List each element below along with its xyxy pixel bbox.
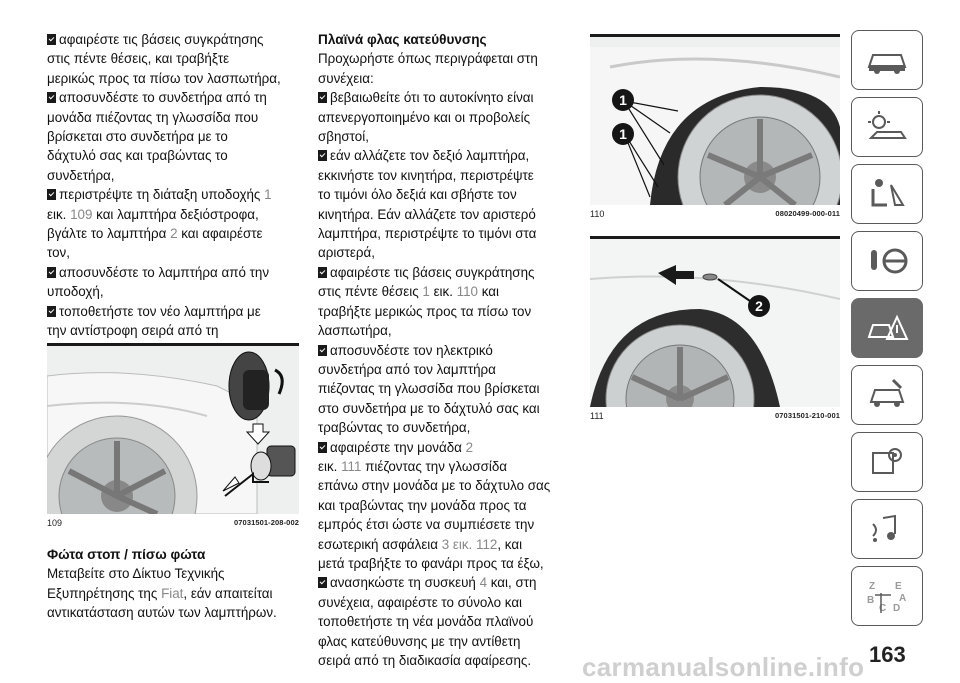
figure-111 <box>590 236 840 421</box>
reference-number: 2 <box>465 439 474 455</box>
figure-image <box>590 37 840 205</box>
text-line: την αντίστροφη σειρά από τη <box>47 323 219 339</box>
checkbox-icon <box>318 92 327 103</box>
text-line: επάνω στην μονάδα με το δάχτυλο σας <box>318 478 551 494</box>
callout-badge: 1 <box>612 123 634 145</box>
figure-reference[interactable]: 110 <box>456 284 479 300</box>
figure-caption <box>47 518 299 528</box>
step-item: αφαιρέστε τις βάσεις συγκράτησης <box>318 263 574 282</box>
text-line: πιέζοντας τη γλωσσίδα που βρίσκεται <box>318 381 540 397</box>
step-item: ανασηκώστε τη συσκευή 4 και, στη <box>318 573 574 592</box>
brake-lights-section <box>47 545 299 623</box>
checkbox-icon <box>318 345 327 356</box>
svg-text:D: D <box>893 603 901 614</box>
text-line: στις πέντε θέσεις, και τραβήξτε <box>47 51 230 67</box>
callout-badge: 1 <box>612 89 634 111</box>
text-line: αντικατάσταση αυτών των λαμπτήρων. <box>47 605 277 621</box>
wheel-arch-illustration <box>590 37 840 205</box>
tab-emergency[interactable] <box>851 298 923 358</box>
figure-110 <box>590 34 840 219</box>
index-icon <box>865 577 909 615</box>
text-line: συνέχεια: <box>318 70 374 86</box>
figure-code: 07031501-210-001 <box>775 411 840 420</box>
text-line: υποδοχή, <box>47 284 104 300</box>
step-item: αφαιρέστε την μονάδα 2 <box>318 438 574 457</box>
section-title: Φώτα στοπ / πίσω φώτα <box>47 547 206 562</box>
side-indicator-illustration <box>590 239 840 407</box>
text-line: Προχωρήστε όπως περιγράφεται στη <box>318 51 538 67</box>
text-line: απενεργοποιημένο και οι προβολείς <box>318 109 531 125</box>
middle-column <box>318 30 574 670</box>
tab-technical-data[interactable] <box>851 432 923 492</box>
brand-reference: Fiat <box>161 585 184 601</box>
checkbox-icon <box>318 267 327 278</box>
text-line: αριστερά, <box>318 245 375 261</box>
text-line: εκκινήστε τον κινητήρα, περιστρέψτε <box>318 167 534 183</box>
left-column <box>47 30 299 360</box>
figure-code: 08020499-000-011 <box>775 209 840 218</box>
text-line: δάχτυλό σας και τραβώντας το <box>47 148 228 164</box>
figure-reference[interactable]: 109 <box>70 206 93 222</box>
text-line: εικ. 111 πιέζοντας την γλωσσίδα <box>318 458 508 474</box>
figure-caption <box>590 209 840 219</box>
callout-badge: 2 <box>748 295 770 317</box>
svg-text:Z: Z <box>869 581 876 592</box>
text-line: λασπωτήρα, <box>318 323 392 339</box>
tab-starting-driving[interactable] <box>851 231 923 291</box>
text-line: εικ. 109 και λαμπτήρα δεξιόστροφα, <box>47 206 259 222</box>
figure-image <box>590 239 840 407</box>
text-line: συνέχεια, αφαιρέστε το σύνολο και <box>318 594 523 610</box>
tab-index[interactable] <box>851 566 923 626</box>
tab-maintenance[interactable] <box>851 365 923 425</box>
text-line: μερικώς προς τα πίσω τον λασπωτήρα, <box>47 70 281 86</box>
key-steering-icon <box>865 244 909 278</box>
step-item: εάν αλλάζετε τον δεξιό λαμπτήρα, <box>318 146 574 165</box>
seat-safety-icon <box>865 177 909 211</box>
figure-reference[interactable]: 3 εικ. 112 <box>441 536 498 552</box>
text-line: μονάδα πιέζοντας τη γλωσσίδα που <box>47 109 259 125</box>
figure-image <box>47 346 299 514</box>
tab-multimedia[interactable] <box>851 499 923 559</box>
checkbox-icon <box>318 442 327 453</box>
text-line: στις πέντε θέσεις 1 εικ. 110 και <box>318 284 499 300</box>
text-line: Μεταβείτε στο Δίκτυο Τεχνικής <box>47 566 225 582</box>
tab-safety[interactable] <box>851 164 923 224</box>
text-line: βγάλτε το λαμπτήρα 2 και αφαιρέστε <box>47 226 263 242</box>
text-line: τον, <box>47 245 70 261</box>
tab-warning-lights[interactable] <box>851 97 923 157</box>
checkbox-icon <box>47 267 56 278</box>
checkbox-icon <box>47 306 56 317</box>
checkbox-icon <box>47 189 56 200</box>
step-item: αποσυνδέστε το λαμπτήρα από την <box>47 263 299 282</box>
figure-caption <box>590 411 840 421</box>
reference-number: 4 <box>479 575 488 591</box>
checkbox-icon <box>318 577 327 588</box>
text-line: φλας κατεύθυνσης με την αντίθετη <box>318 633 521 649</box>
figure-code: 07031501-208-002 <box>234 518 299 527</box>
text-line: τοποθετήστε τη νέα μονάδα πλαϊνού <box>318 614 534 630</box>
step-item: βεβαιωθείτε ότι το αυτοκίνητο είναι <box>318 88 574 107</box>
step-item: αποσυνδέστε τον ηλεκτρικό <box>318 341 574 360</box>
svg-text:E: E <box>895 581 902 592</box>
text-line: εσωτερική ασφάλεια 3 εικ. 112, και <box>318 536 523 552</box>
technical-data-icon <box>865 445 909 479</box>
watermark: carmanualsonline.info <box>582 652 865 682</box>
checkbox-icon <box>47 34 56 45</box>
text-line: τραβήξτε μερικώς προς τα πίσω τον <box>318 303 532 319</box>
svg-text:B: B <box>867 595 875 606</box>
step-item: αφαιρέστε τις βάσεις συγκράτησης <box>47 30 299 49</box>
text-line: στο συνδετήρα με το δάχτυλό σας και <box>318 400 540 416</box>
section-title: Πλαϊνά φλας κατεύθυνσης <box>318 32 487 47</box>
rear-light-removal-illustration <box>47 346 299 514</box>
reference-number: 2 <box>170 226 178 242</box>
text-line: σειρά από τη διαδικασία αφαίρεσης. <box>318 653 532 668</box>
text-line: το τιμόνι όλο δεξιά και σβήστε τον <box>318 187 517 203</box>
reference-number: 1 <box>422 284 430 300</box>
figure-number: 111 <box>590 411 604 421</box>
text-line: σβηστοί, <box>318 129 369 145</box>
text-line: συνδετήρα, <box>47 167 115 183</box>
maintenance-icon <box>865 378 909 412</box>
reference-number: 1 <box>264 187 272 203</box>
svg-text:C: C <box>879 603 887 614</box>
multimedia-icon <box>865 512 909 546</box>
text-line: λαμπτήρα, περιστρέψτε το τιμόνι στα <box>318 226 537 242</box>
warning-lights-icon <box>865 110 909 144</box>
text-line: βρίσκεται στο συνδετήρα με το <box>47 129 228 145</box>
text-line: κινητήρα. Εάν αλλάζετε τον αριστερό <box>318 206 536 222</box>
step-item: τοποθετήστε τον νέο λαμπτήρα με <box>47 302 299 321</box>
text-line: μετά τραβήξτε το φανάρι προς τα έξω, <box>318 555 544 571</box>
figure-109 <box>47 343 299 528</box>
tab-dashboard[interactable] <box>851 30 923 90</box>
step-item: αποσυνδέστε το συνδετήρα από τη <box>47 88 299 107</box>
breakdown-icon <box>865 311 909 345</box>
text-line: και τραβώντας την μονάδα προς τα <box>318 497 527 513</box>
figure-reference[interactable]: 111 <box>341 458 362 474</box>
checkbox-icon <box>318 150 327 161</box>
svg-text:A: A <box>899 593 907 604</box>
text-line: συνδετήρα από τον λαμπτήρα <box>318 361 496 377</box>
page-number: 163 <box>869 642 906 667</box>
text-line: εμπρός έτσι ώστε να συμπιέσετε την <box>318 517 535 533</box>
step-item: περιστρέψτε τη διάταξη υποδοχής 1 <box>47 185 299 204</box>
figure-number: 110 <box>590 209 605 219</box>
figure-number: 109 <box>47 518 63 528</box>
dashboard-car-icon <box>865 45 909 75</box>
checkbox-icon <box>47 92 56 103</box>
text-line: Εξυπηρέτησης της Fiat, εάν απαιτείται <box>47 585 273 601</box>
text-line: τραβώντας το συνδετήρα, <box>318 420 471 436</box>
